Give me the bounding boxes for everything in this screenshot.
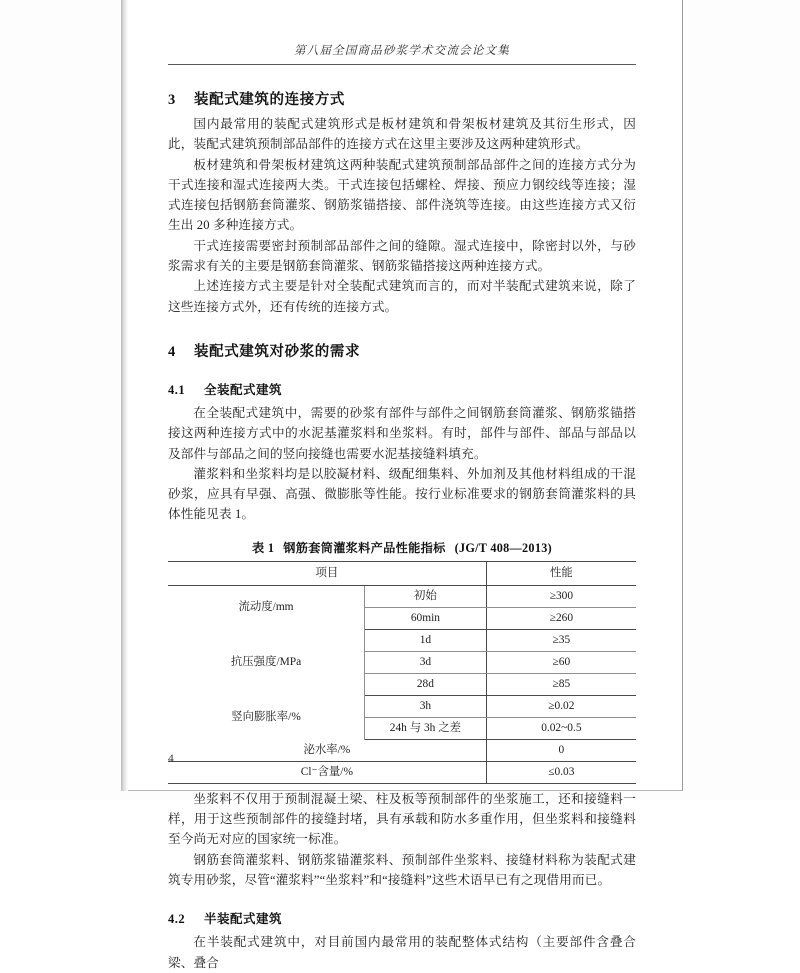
paragraph-4-2-1: 在半装配式建筑中，对目前国内最常用的装配整体式结构（主要部件含叠合梁、叠合: [168, 935, 636, 970]
subsection-heading-4-1: [168, 380, 636, 398]
table-caption: [168, 539, 636, 556]
table-cell-sub: 3h: [365, 695, 487, 717]
table-cell-performance: ≤0.03: [486, 761, 636, 783]
document-page: [121, 0, 683, 970]
table-cell-performance: ≥60: [486, 651, 636, 673]
paragraph-3-1: 国内最常用的装配式建筑形式是板材建筑和骨架板材建筑及其衍生形式，因此，装配式建筑预制部品部件的连接方式在这里主要涉及这两种建筑形式。: [168, 117, 636, 152]
table-cell-performance: 0: [486, 739, 636, 761]
table-cell-performance: ≥35: [486, 629, 636, 651]
section-number-3: 3: [168, 92, 176, 108]
running-head: 第八届全国商品砂浆学术交流会论文集: [294, 45, 510, 57]
section-title-3: 装配式建筑的连接方式: [194, 92, 345, 108]
running-head-rule: [168, 64, 636, 65]
section-heading-4: [168, 340, 636, 361]
table-row: [168, 629, 636, 651]
table-caption-text: 钢筋套筒灌浆料产品性能指标: [283, 540, 446, 555]
table-cell-performance: ≥85: [486, 673, 636, 695]
table-cell-performance: ≥260: [486, 607, 636, 629]
table-row: [168, 585, 636, 607]
table-cell-sub: 3d: [365, 651, 487, 673]
paragraph-3-4: 上述连接方式主要是针对全装配式建筑而言的，而对半装配式建筑来说，除了这些连接方式外，还有传统的连接方式。: [168, 279, 636, 314]
paragraph-3-3: 干式连接需要密封预制部品部件之间的缝隙。湿式连接中，除密封以外，与砂浆需求有关的主要是钢筋套筒灌浆、钢筋浆锚搭接这两种连接方式。: [168, 238, 636, 274]
page-folio: 4: [168, 753, 174, 765]
table-header-row: [168, 561, 636, 585]
subsection-number-4-2: 4.2: [168, 912, 186, 927]
paragraph-4-1-3: 坐浆料不仅用于预制混凝土梁、柱及板等预制部件的坐浆施工，还和接缝料一样，用于这些预制部件的接缝封堵，具有承载和防水多重作用，但坐浆料和接缝料至今尚无对应的国家统一标准。: [168, 791, 636, 847]
page-content-column: [168, 0, 636, 973]
table-cell-sub: 初始: [365, 585, 487, 607]
left-background-pane: [0, 0, 122, 800]
table-cell-performance: ≥0.02: [486, 695, 636, 717]
table-cell-sub: 24h 与 3h 之差: [365, 717, 487, 739]
section-heading-3: [168, 88, 636, 109]
paragraph-3-2: 板材建筑和骨架板材建筑这两种装配式建筑预制部品部件之间的连接方式分为干式连接和湿式连接两大类。干式连接包括螺栓、焊接、预应力钢绞线等连接；湿式连接包括钢筋套筒灌浆、钢筋浆锚搭接、部件浇筑等连接。由这些连接方式又衍生出 20 多种连接方式。: [168, 157, 636, 233]
table-cell-item: 流动度/mm: [168, 585, 365, 629]
right-background-pane: [683, 0, 800, 800]
section-title-4: 装配式建筑对砂浆的需求: [194, 343, 361, 360]
paragraph-4-1-2: 灌浆料和坐浆料均是以胶凝材料、级配细集料、外加剂及其他材料组成的干混砂浆，应具有早强、高强、微膨胀等性能。按行业标准要求的钢筋套筒灌浆料的具体性能见表 1。: [168, 466, 636, 522]
table-cell-performance: ≥300: [486, 585, 636, 607]
table-cell-sub: 1d: [365, 629, 487, 651]
table-row: [168, 695, 636, 717]
table-row: [168, 739, 636, 761]
table-standard-code: (JG/T 408—2013): [454, 540, 552, 555]
table-cell-item: Cl⁻含量/%: [168, 761, 486, 783]
spec-table: [168, 561, 636, 784]
table-label: 表 1: [252, 540, 275, 555]
table-cell-item: 竖向膨胀率/%: [168, 695, 365, 739]
subsection-title-4-2: 半装配式建筑: [204, 912, 283, 927]
subsection-title-4-1: 全装配式建筑: [204, 382, 283, 397]
subsection-number-4-1: 4.1: [168, 382, 186, 397]
section-number-4: 4: [168, 343, 176, 360]
table-cell-performance: 0.02~0.5: [486, 717, 636, 739]
table-cell-item: 抗压强度/MPa: [168, 629, 365, 695]
table-row: [168, 761, 636, 783]
paragraph-4-1-4: 钢筋套筒灌浆料、钢筋浆锚灌浆料、预制部件坐浆料、接缝材料称为装配式建筑专用砂浆，尽管“灌浆料”“坐浆料”和“接缝料”这些术语早已有之现借用而已。: [168, 852, 636, 887]
paragraph-4-1-1: 在全装配式建筑中，需要的砂浆有部件与部件之间钢筋套筒灌浆、钢筋浆锚搭接这两种连接方式中的水泥基灌浆料和坐浆料。有时，部件与部件、部品与部品以及部件与部品之间的竖向接缝也需要水泥基接缝料填充。: [168, 405, 636, 461]
subsection-heading-4-2: [168, 909, 636, 927]
table-cell-item: 泌水率/%: [168, 739, 486, 761]
table-header-performance: 性能: [486, 561, 636, 585]
table-cell-sub: 28d: [365, 673, 487, 695]
table-cell-sub: 60min: [365, 607, 487, 629]
table-header-item: 项目: [168, 561, 486, 585]
binding-gutter-shadow: [121, 0, 128, 791]
